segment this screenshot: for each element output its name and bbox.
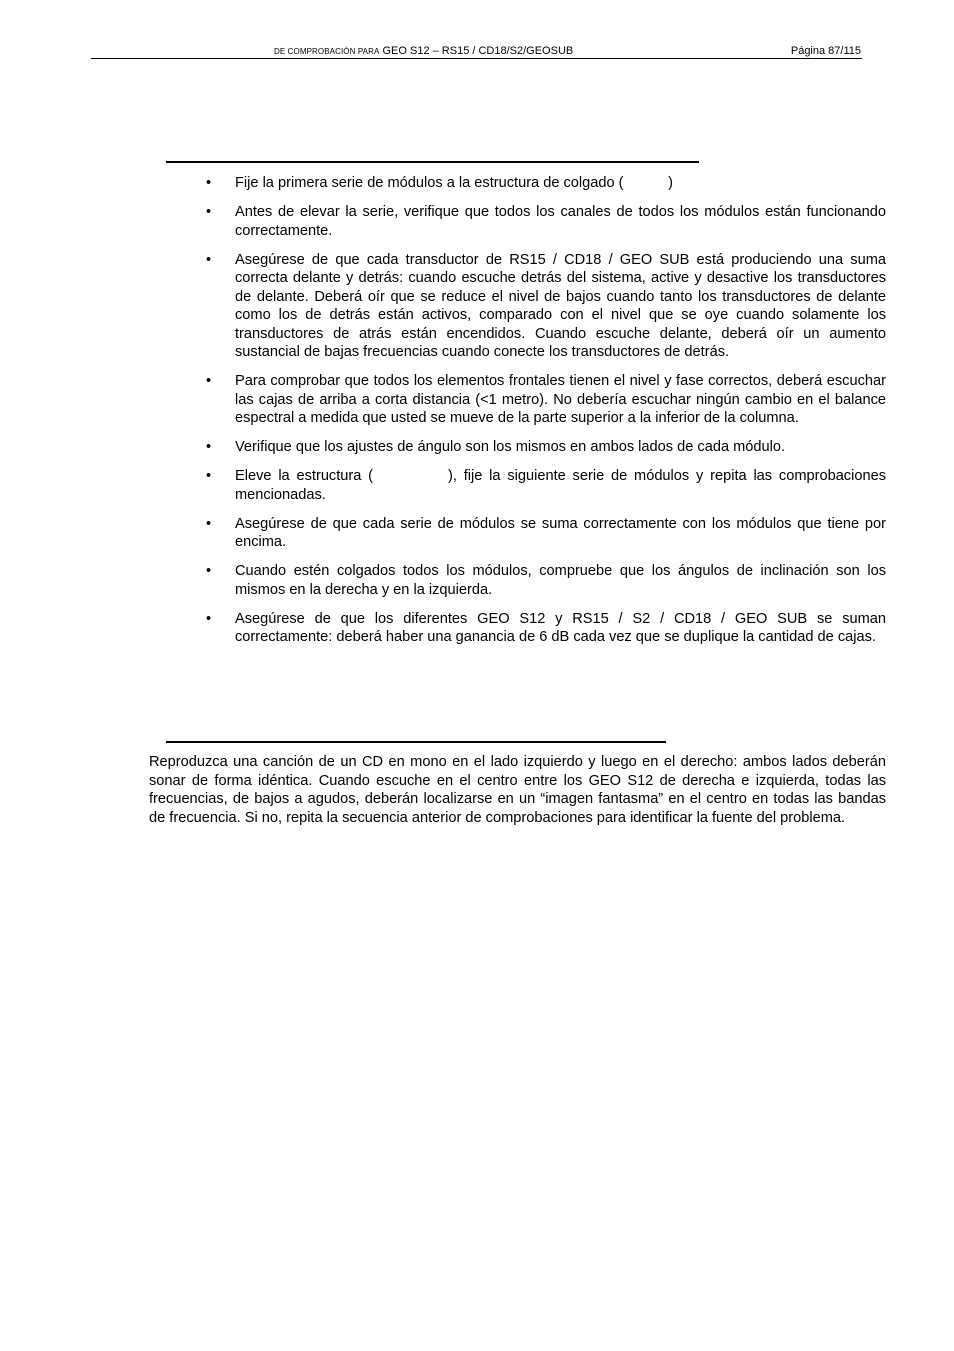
bullet-icon: • [206, 563, 212, 579]
bullet-icon: • [206, 373, 212, 389]
list-item [206, 515, 886, 552]
bullet-icon: • [206, 251, 212, 268]
list-item-text: Para comprobar que todos los elementos frontales tienen el nivel y fase correctos, deberá escuchar las cajas de arriba a corta distancia (<1 metro). No debería escuchar ningún cambio en el balance espectral a medida que usted se mueve de la parte superior a la inferior de la columna. [235, 373, 886, 426]
list-item [206, 251, 886, 362]
list-item [206, 174, 886, 193]
list-item-text: Asegúrese de que cada transductor de RS15 / CD18 / GEO SUB está produciendo una suma correcta delante y detrás: cuando escuche detrás del sistema, active y desactive los transductores de delante. Deberá oír que se reduce el nivel de bajos cuando tanto los transductores de delante como los de detrás están activos, comparado con el nivel que se oye cuando solamente los transductores de atrás están encendidos. Cuando escuche delante, deberá oír un aumento sustancial de bajas frecuencias cuando conecte los transductores de detrás. [235, 251, 886, 360]
bullet-icon: • [206, 610, 212, 627]
list-item [206, 467, 891, 504]
header-title-main: GEO S12 – RS15 / CD18/S2/GEOSUB [382, 45, 574, 57]
list-item [206, 562, 886, 599]
bullet-icon: • [206, 515, 212, 532]
list-item [206, 372, 886, 428]
header-title-smallcaps: DE COMPROBACIÓN PARA [274, 47, 380, 56]
list-item [206, 438, 886, 457]
bullet-icon: • [206, 204, 212, 220]
section-rule-2 [166, 741, 666, 743]
bullet-icon: • [206, 468, 212, 484]
list-item [206, 203, 886, 240]
bullet-icon: • [206, 439, 212, 455]
list-item-text: Asegúrese de que cada serie de módulos se suma correctamente con los módulos que tiene por encima. [235, 515, 886, 550]
bullet-icon: • [206, 175, 212, 191]
list-item-text: Eleve la estructura ( ), fije la siguiente serie de módulos y repita las comprobaciones mencionadas. [235, 468, 891, 503]
list-item-text: Asegúrese de que los diferentes GEO S12 y RS15 / S2 / CD18 / GEO SUB se suman correctamente: deberá haber una ganancia de 6 dB cada vez que se duplique la cantidad de cajas. [235, 610, 886, 645]
header-title [274, 44, 573, 59]
list-item-text: Cuando estén colgados todos los módulos, compruebe que los ángulos de inclinación son los mismos en la derecha y en la izquierda. [235, 563, 886, 598]
page-number: Página 87/115 [790, 45, 861, 57]
list-item-text: Verifique que los ajustes de ángulo son los mismos en ambos lados de cada módulo. [235, 439, 786, 455]
list-item-text: Antes de elevar la serie, verifique que todos los canales de todos los módulos están funcionando correctamente. [235, 204, 886, 239]
checklist [206, 174, 891, 657]
list-item [206, 610, 886, 647]
page-header [91, 44, 862, 59]
list-item-text: Fije la primera serie de módulos a la estructura de colgado ( ) [235, 175, 674, 191]
body-paragraph: Reproduzca una canción de un CD en mono en el lado izquierdo y luego en el derecho: ambos lados deberán sonar de forma idéntica. Cuando escuche en el centro entre los GEO S12 de derecha e izquierda, todas las frecuencias, de bajos a agudos, deberán localizarse en un “imagen fantasma” en el centro en todas las bandas de frecuencia. Si no, repita la secuencia anterior de comprobaciones para identificar la fuente del problema. [149, 754, 886, 826]
section-rule-1 [166, 161, 699, 163]
